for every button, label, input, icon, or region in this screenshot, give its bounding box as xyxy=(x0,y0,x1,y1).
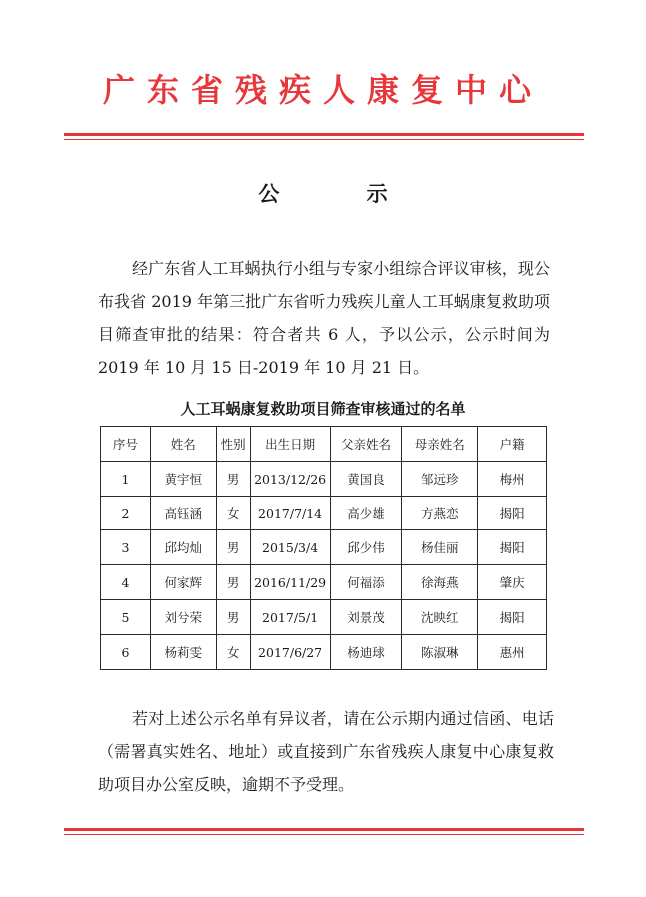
column-header-father: 父亲姓名 xyxy=(330,427,402,462)
cell-residence: 肇庆 xyxy=(478,565,547,600)
cell-residence: 揭阳 xyxy=(478,600,547,635)
table-row xyxy=(101,530,547,565)
column-header-name: 姓名 xyxy=(150,427,216,462)
cell-name: 高钰涵 xyxy=(150,497,216,530)
column-header-residence: 户籍 xyxy=(478,427,547,462)
cell-father: 刘景茂 xyxy=(330,600,402,635)
cell-birthdate: 2017/5/1 xyxy=(250,600,330,635)
cell-gender: 男 xyxy=(216,462,250,497)
approved-list-table xyxy=(100,426,547,670)
notice-title: 公 示 xyxy=(258,181,428,206)
cell-index: 4 xyxy=(101,565,151,600)
cell-mother: 杨佳丽 xyxy=(402,530,478,565)
notice-paragraph-2: 若对上述公示名单有异议者，请在公示期内通过信函、电话（需署真实姓名、地址）或直接到广东省残疾人康复中心康复救助项目办公室反映，逾期不予受理。 xyxy=(98,709,554,794)
column-header-birthdate: 出生日期 xyxy=(250,427,330,462)
table-title: 人工耳蜗康复救助项目筛查审核通过的名单 xyxy=(180,400,466,418)
cell-father: 高少雄 xyxy=(330,497,402,530)
cell-birthdate: 2013/12/26 xyxy=(250,462,330,497)
notice-paragraph-1: 经广东省人工耳蜗执行小组与专家小组综合评议审核，现公布我省 2019 年第三批广东省听力残疾儿童人工耳蜗康复救助项目筛查审批的结果：符合者共 6 人，予以公示，公示时间为 2019 年 10 月 15 日-2019 年 10 月 21 日。 xyxy=(98,259,550,377)
cell-mother: 徐海燕 xyxy=(402,565,478,600)
cell-index: 2 xyxy=(101,497,151,530)
table-row xyxy=(101,565,547,600)
cell-father: 黄国良 xyxy=(330,462,402,497)
cell-name: 何家辉 xyxy=(150,565,216,600)
cell-gender: 男 xyxy=(216,600,250,635)
cell-name: 杨莉雯 xyxy=(150,635,216,670)
column-header-mother: 母亲姓名 xyxy=(402,427,478,462)
cell-gender: 女 xyxy=(216,635,250,670)
cell-gender: 女 xyxy=(216,497,250,530)
cell-birthdate: 2017/6/27 xyxy=(250,635,330,670)
column-header-index: 序号 xyxy=(101,427,151,462)
cell-gender: 男 xyxy=(216,565,250,600)
cell-name: 刘兮荣 xyxy=(150,600,216,635)
table-row xyxy=(101,462,547,497)
cell-residence: 揭阳 xyxy=(478,497,547,530)
cell-index: 3 xyxy=(101,530,151,565)
column-header-gender: 性别 xyxy=(216,427,250,462)
cell-name: 邱均灿 xyxy=(150,530,216,565)
table-header-row xyxy=(101,427,547,462)
cell-father: 邱少伟 xyxy=(330,530,402,565)
cell-father: 杨迪球 xyxy=(330,635,402,670)
cell-mother: 陈淑琳 xyxy=(402,635,478,670)
table-row xyxy=(101,635,547,670)
cell-mother: 沈映红 xyxy=(402,600,478,635)
header-rule-thick xyxy=(64,133,584,136)
table-row xyxy=(101,600,547,635)
header-rule-thin xyxy=(64,139,584,140)
cell-name: 黄宇恒 xyxy=(150,462,216,497)
cell-residence: 惠州 xyxy=(478,635,547,670)
cell-residence: 揭阳 xyxy=(478,530,547,565)
cell-father: 何福添 xyxy=(330,565,402,600)
cell-birthdate: 2015/3/4 xyxy=(250,530,330,565)
organization-header: 广东省残疾人康复中心 xyxy=(102,71,543,109)
table-row xyxy=(101,497,547,530)
footer-rule-thin xyxy=(64,834,584,835)
cell-birthdate: 2017/7/14 xyxy=(250,497,330,530)
cell-birthdate: 2016/11/29 xyxy=(250,565,330,600)
cell-index: 1 xyxy=(101,462,151,497)
cell-mother: 邹远珍 xyxy=(402,462,478,497)
footer-rule-thick xyxy=(64,828,584,831)
cell-gender: 男 xyxy=(216,530,250,565)
cell-index: 5 xyxy=(101,600,151,635)
cell-residence: 梅州 xyxy=(478,462,547,497)
cell-mother: 方燕恋 xyxy=(402,497,478,530)
cell-index: 6 xyxy=(101,635,151,670)
